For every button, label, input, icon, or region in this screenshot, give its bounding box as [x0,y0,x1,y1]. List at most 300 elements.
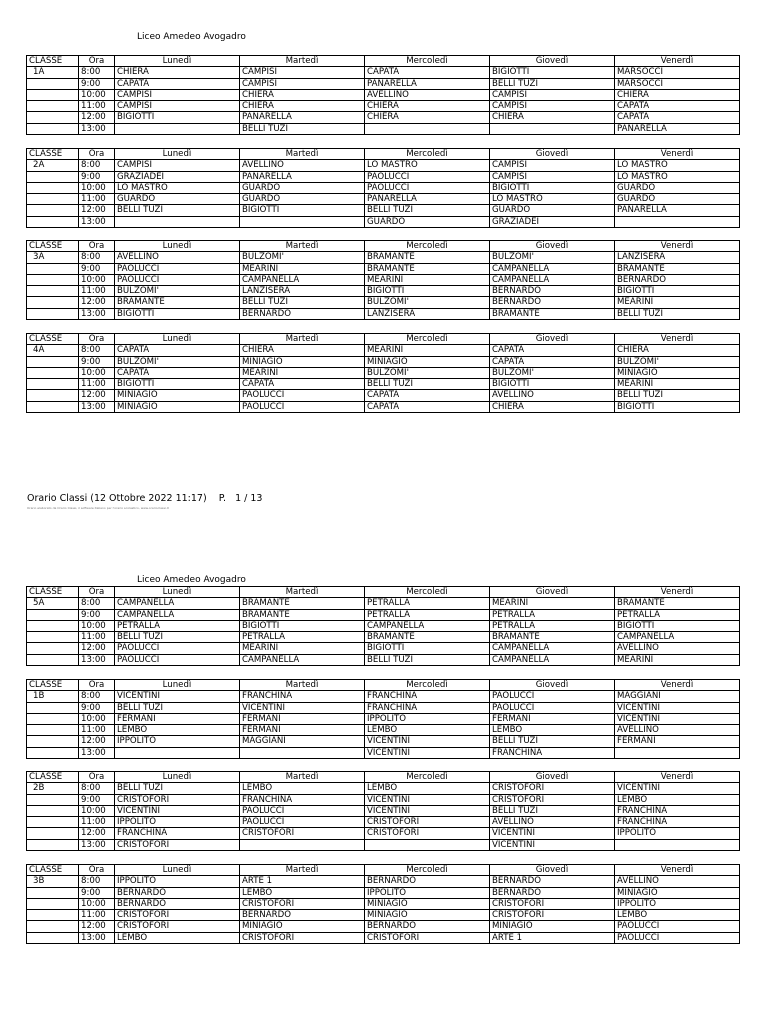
teacher-cell: IPPOLITO [365,713,490,724]
table-row [27,160,740,171]
hour-cell: 9:00 [79,702,115,713]
teacher-cell: MEARINI [240,263,365,274]
teacher-cell: BELLI TUZI [490,736,615,747]
schedule-table [26,771,740,851]
column-header: CLASSE [27,334,79,345]
table-row [27,205,740,216]
column-header: CLASSE [27,865,79,876]
teacher-cell: VICENTINI [365,794,490,805]
teacher-cell: MEARINI [615,654,740,665]
teacher-cell: BERNARDO [365,876,490,887]
schedule-table [26,864,740,944]
column-header: Venerdì [615,865,740,876]
teacher-cell: PANARELLA [240,171,365,182]
column-header: Venerdì [615,772,740,783]
teacher-cell: PAOLUCCI [365,171,490,182]
teacher-cell: CHIERA [365,101,490,112]
teacher-cell: CAMPANELLA [115,609,240,620]
column-header: Martedì [240,865,365,876]
teacher-cell: CAMPANELLA [240,274,365,285]
teacher-cell: MEARINI [240,367,365,378]
column-header: Martedì [240,772,365,783]
teacher-cell: PAOLUCCI [490,702,615,713]
teacher-cell: CAPATA [115,367,240,378]
column-header: Venerdì [615,241,740,252]
teacher-cell: ARTE 1 [490,932,615,943]
teacher-cell: CHIERA [240,101,365,112]
class-cell: 1B [27,691,79,702]
teacher-cell: CAMPANELLA [490,263,615,274]
teacher-cell: CHIERA [240,89,365,100]
teacher-cell: BIGIOTTI [615,286,740,297]
teacher-cell: MAGGIANI [240,736,365,747]
teacher-cell: CAPATA [240,379,365,390]
teacher-cell: BIGIOTTI [240,620,365,631]
column-header: Lunedì [115,56,240,67]
teacher-cell: BELLI TUZI [490,805,615,816]
teacher-cell: MEARINI [365,274,490,285]
column-header: Venerdì [615,680,740,691]
teacher-cell: CHIERA [365,112,490,123]
column-header: Martedì [240,149,365,160]
teacher-cell: BIGIOTTI [115,308,240,319]
teacher-cell: BIGIOTTI [365,286,490,297]
table-row [27,817,740,828]
teacher-cell: BIGIOTTI [490,67,615,78]
teacher-cell: CAPATA [615,101,740,112]
hour-cell: 8:00 [79,598,115,609]
teacher-cell: BERNARDO [240,910,365,921]
teacher-cell: CAMPISI [490,160,615,171]
table-row [27,932,740,943]
class-cell [27,216,79,227]
hour-cell: 8:00 [79,67,115,78]
teacher-cell: MEARINI [490,598,615,609]
teacher-cell: LO MASTRO [115,182,240,193]
teacher-cell: CRISTOFORI [490,794,615,805]
table-row [27,112,740,123]
column-header: CLASSE [27,772,79,783]
hour-cell: 12:00 [79,205,115,216]
teacher-cell: BRAMANTE [615,598,740,609]
teacher-cell: LEMBO [615,910,740,921]
schedule-table [26,55,740,135]
teacher-cell: PETRALLA [365,609,490,620]
teacher-cell: PETRALLA [615,609,740,620]
column-header: Giovedì [490,865,615,876]
teacher-cell: PAOLUCCI [115,654,240,665]
table-row [27,67,740,78]
column-header: Lunedì [115,587,240,598]
teacher-cell [490,123,615,134]
class-cell: 3B [27,876,79,887]
hour-cell: 9:00 [79,78,115,89]
teacher-cell: CRISTOFORI [490,783,615,794]
teacher-cell: BELLI TUZI [365,379,490,390]
hour-cell: 11:00 [79,817,115,828]
teacher-cell: AVELLINO [115,252,240,263]
teacher-cell [115,747,240,758]
hour-cell: 9:00 [79,887,115,898]
table-row [27,910,740,921]
teacher-cell: GUARDO [615,194,740,205]
teacher-cell: BULZOMI' [115,356,240,367]
hour-cell: 11:00 [79,101,115,112]
teacher-cell: CRISTOFORI [115,921,240,932]
table-row [27,609,740,620]
header-row [27,587,740,598]
column-header: Giovedì [490,241,615,252]
teacher-cell: BRAMANTE [490,632,615,643]
teacher-cell: VICENTINI [365,736,490,747]
hour-cell: 11:00 [79,910,115,921]
teacher-cell: GUARDO [240,194,365,205]
class-cell [27,887,79,898]
teacher-cell: LEMBO [365,725,490,736]
teacher-cell: FERMANI [240,713,365,724]
class-cell [27,794,79,805]
table-row [27,274,740,285]
teacher-cell: CHIERA [615,89,740,100]
teacher-cell: BRAMANTE [615,263,740,274]
header-row [27,772,740,783]
hour-cell: 13:00 [79,401,115,412]
table-row [27,171,740,182]
teacher-cell: VICENTINI [615,783,740,794]
hour-cell: 9:00 [79,794,115,805]
teacher-cell: LEMBO [115,725,240,736]
teacher-cell: CAMPISI [115,89,240,100]
teacher-cell [240,839,365,850]
teacher-cell: BULZOMI' [615,356,740,367]
teacher-cell: BERNARDO [115,898,240,909]
table-row [27,252,740,263]
teacher-cell: BERNARDO [365,921,490,932]
hour-cell: 10:00 [79,274,115,285]
hour-cell: 13:00 [79,747,115,758]
teacher-cell: PAOLUCCI [240,805,365,816]
column-header: Ora [79,56,115,67]
class-cell [27,620,79,631]
teacher-cell: CRISTOFORI [365,817,490,828]
class-cell [27,112,79,123]
teacher-cell: BRAMANTE [365,632,490,643]
class-cell [27,828,79,839]
teacher-cell: BERNARDO [115,887,240,898]
schedule-table [26,333,740,413]
teacher-cell: LEMBO [490,725,615,736]
teacher-cell: FRANCHINA [115,828,240,839]
teacher-cell: BULZOMI' [490,367,615,378]
class-cell [27,932,79,943]
teacher-cell: BULZOMI' [490,252,615,263]
teacher-cell: VICENTINI [615,702,740,713]
teacher-cell: IPPOLITO [615,898,740,909]
teacher-cell: CAMPANELLA [115,598,240,609]
column-header: Lunedì [115,680,240,691]
table-row [27,101,740,112]
class-cell [27,632,79,643]
teacher-cell: LO MASTRO [490,194,615,205]
header-row [27,149,740,160]
column-header: Giovedì [490,56,615,67]
class-cell: 2A [27,160,79,171]
teacher-cell: BULZOMI' [240,252,365,263]
teacher-cell: MINIAGIO [115,401,240,412]
teacher-cell [365,123,490,134]
table-row [27,828,740,839]
teacher-cell: BIGIOTTI [115,379,240,390]
teacher-cell: BERNARDO [490,887,615,898]
teacher-cell: ARTE 1 [240,876,365,887]
class-cell [27,274,79,285]
teacher-cell: PAOLUCCI [115,263,240,274]
teacher-cell: BERNARDO [615,274,740,285]
column-header: Giovedì [490,149,615,160]
teacher-cell: FRANCHINA [490,747,615,758]
table-row [27,632,740,643]
teacher-cell: BELLI TUZI [115,702,240,713]
column-header: Mercoledì [365,241,490,252]
teacher-cell: MINIAGIO [365,910,490,921]
teacher-cell: CHIERA [615,345,740,356]
table-row [27,356,740,367]
schedule-block [26,586,739,666]
teacher-cell: LANZISERA [615,252,740,263]
hour-cell: 8:00 [79,876,115,887]
hour-cell: 9:00 [79,171,115,182]
class-cell [27,702,79,713]
teacher-cell: LO MASTRO [615,171,740,182]
column-header: Venerdì [615,149,740,160]
table-row [27,898,740,909]
teacher-cell: FERMANI [490,713,615,724]
teacher-cell: LEMBO [240,887,365,898]
table-row [27,598,740,609]
column-header: Mercoledì [365,56,490,67]
teacher-cell: BELLI TUZI [615,308,740,319]
teacher-cell: VICENTINI [115,805,240,816]
hour-cell: 8:00 [79,783,115,794]
schedule-table [26,240,740,320]
table-row [27,839,740,850]
class-cell [27,78,79,89]
class-cell [27,297,79,308]
table-row [27,345,740,356]
teacher-cell: VICENTINI [490,828,615,839]
class-cell [27,194,79,205]
column-header: Mercoledì [365,587,490,598]
teacher-cell: CAMPANELLA [490,643,615,654]
teacher-cell: CAMPANELLA [490,274,615,285]
teacher-cell: CHIERA [115,67,240,78]
teacher-cell: PETRALLA [490,609,615,620]
teacher-cell: CAPATA [490,356,615,367]
class-cell [27,205,79,216]
teacher-cell: LANZISERA [365,308,490,319]
teacher-cell [365,839,490,850]
hour-cell: 10:00 [79,89,115,100]
teacher-cell: GUARDO [240,182,365,193]
teacher-cell: BELLI TUZI [115,205,240,216]
teacher-cell: CAPATA [490,345,615,356]
table-row [27,263,740,274]
hour-cell: 12:00 [79,736,115,747]
teacher-cell: VICENTINI [240,702,365,713]
column-header: Ora [79,680,115,691]
hour-cell: 13:00 [79,308,115,319]
table-row [27,643,740,654]
class-cell: 4A [27,345,79,356]
teacher-cell [615,216,740,227]
header-row [27,241,740,252]
table-row [27,747,740,758]
class-cell [27,123,79,134]
teacher-cell: GUARDO [115,194,240,205]
column-header: Mercoledì [365,149,490,160]
hour-cell: 12:00 [79,643,115,654]
schedule-block [26,864,739,944]
teacher-cell: CAPATA [365,401,490,412]
class-cell [27,921,79,932]
table-row [27,286,740,297]
hour-cell: 12:00 [79,828,115,839]
teacher-cell: BRAMANTE [365,263,490,274]
table-row [27,783,740,794]
hour-cell: 13:00 [79,216,115,227]
schedule-block [26,679,739,759]
teacher-cell: CRISTOFORI [240,932,365,943]
teacher-cell: MINIAGIO [365,356,490,367]
teacher-cell: BIGIOTTI [490,379,615,390]
teacher-cell: PAOLUCCI [115,274,240,285]
school-title-page2: Liceo Amedeo Avogadro [137,575,246,585]
teacher-cell: BELLI TUZI [365,205,490,216]
teacher-cell: CAMPANELLA [240,654,365,665]
teacher-cell: BELLI TUZI [240,123,365,134]
hour-cell: 9:00 [79,609,115,620]
teacher-cell: BIGIOTTI [615,401,740,412]
teacher-cell: FERMANI [615,736,740,747]
hour-cell: 11:00 [79,194,115,205]
column-header: Ora [79,334,115,345]
class-cell [27,263,79,274]
teacher-cell: BULZOMI' [365,367,490,378]
teacher-cell: MINIAGIO [115,390,240,401]
teacher-cell: PAOLUCCI [365,182,490,193]
class-cell [27,910,79,921]
column-header: Lunedì [115,149,240,160]
column-header: Mercoledì [365,334,490,345]
hour-cell: 8:00 [79,160,115,171]
teacher-cell: PAOLUCCI [115,643,240,654]
teacher-cell: CAMPISI [240,78,365,89]
class-cell [27,643,79,654]
column-header: CLASSE [27,149,79,160]
teacher-cell: BELLI TUZI [365,654,490,665]
table-row [27,379,740,390]
teacher-cell: MEARINI [615,379,740,390]
table-row [27,401,740,412]
teacher-cell: FERMANI [240,725,365,736]
schedule-block [26,148,739,228]
hour-cell: 9:00 [79,356,115,367]
class-cell [27,654,79,665]
teacher-cell: PANARELLA [365,194,490,205]
teacher-cell: MINIAGIO [365,898,490,909]
teacher-cell: AVELLINO [615,643,740,654]
column-header: CLASSE [27,680,79,691]
hour-cell: 13:00 [79,932,115,943]
table-row [27,702,740,713]
schedule-block [26,333,739,413]
teacher-cell: BIGIOTTI [115,112,240,123]
teacher-cell: CHIERA [490,401,615,412]
teacher-cell: CAPATA [115,78,240,89]
teacher-cell: BULZOMI' [365,297,490,308]
hour-cell: 12:00 [79,390,115,401]
teacher-cell: MAGGIANI [615,691,740,702]
table-row [27,691,740,702]
column-header: Giovedì [490,334,615,345]
teacher-cell: PETRALLA [115,620,240,631]
teacher-cell: MEARINI [365,345,490,356]
schedule-block [26,240,739,320]
teacher-cell: BRAMANTE [115,297,240,308]
class-cell [27,171,79,182]
teacher-cell: CAMPISI [490,89,615,100]
class-cell [27,308,79,319]
teacher-cell: LEMBO [115,932,240,943]
hour-cell: 10:00 [79,620,115,631]
hour-cell: 10:00 [79,182,115,193]
teacher-cell: VICENTINI [365,747,490,758]
teacher-cell: FRANCHINA [615,805,740,816]
table-row [27,921,740,932]
teacher-cell: FRANCHINA [365,691,490,702]
teacher-cell: VICENTINI [490,839,615,850]
teacher-cell: CRISTOFORI [115,910,240,921]
teacher-cell: CHIERA [240,345,365,356]
class-cell [27,367,79,378]
hour-cell: 8:00 [79,345,115,356]
teacher-cell: AVELLINO [365,89,490,100]
table-row [27,297,740,308]
teacher-cell: BERNARDO [490,876,615,887]
teacher-cell: PAOLUCCI [240,401,365,412]
teacher-cell: VICENTINI [115,691,240,702]
teacher-cell: LEMBO [240,783,365,794]
teacher-cell: PAOLUCCI [240,817,365,828]
table-row [27,308,740,319]
class-cell [27,379,79,390]
column-header: Giovedì [490,772,615,783]
class-cell [27,747,79,758]
teacher-cell: MINIAGIO [240,921,365,932]
column-header: Martedì [240,56,365,67]
teacher-cell: BULZOMI' [115,286,240,297]
teacher-cell: IPPOLITO [365,887,490,898]
column-header: Ora [79,587,115,598]
teacher-cell: MEARINI [615,297,740,308]
column-header: Ora [79,241,115,252]
teacher-cell: BRAMANTE [240,609,365,620]
teacher-cell: MARSOCCI [615,67,740,78]
hour-cell: 11:00 [79,379,115,390]
class-cell: 5A [27,598,79,609]
hour-cell: 12:00 [79,921,115,932]
teacher-cell: CAMPANELLA [615,632,740,643]
